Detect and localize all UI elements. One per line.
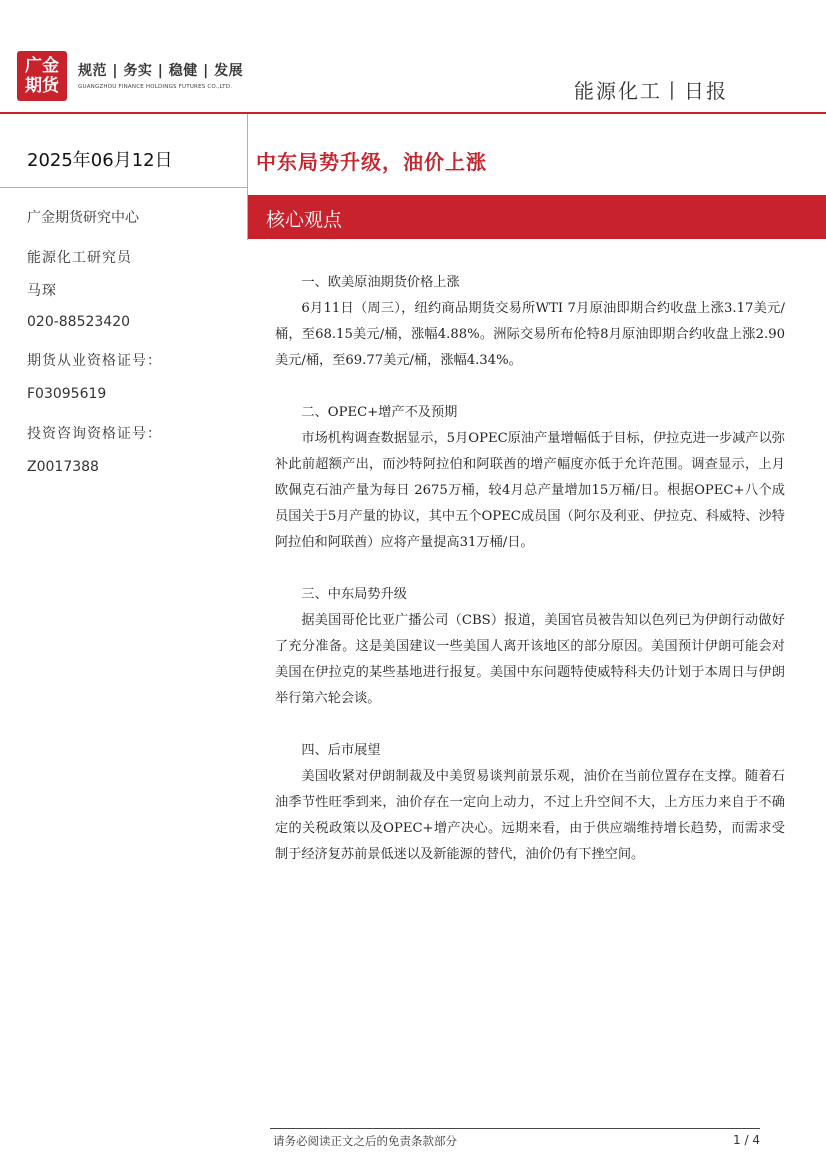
analyst-phone: 020-88523420	[27, 314, 131, 330]
section-paragraph: 6月11日（周三），纽约商品期货交易所WTI 7月原油即期合约收盘上涨3.17美元/桶，至68.15美元/桶，涨幅4.88%。洲际交易所布伦特8月原油即期合约收盘上涨2.90美元/桶，至69.77美元/桶，涨幅4.34%。	[275, 301, 785, 368]
disclaimer-note: 请务必阅读正文之后的免责条款部分	[273, 1134, 457, 1148]
company-english-name: GUANGZHOU FINANCE HOLDINGS FUTURES CO.,LTD.	[78, 84, 233, 90]
page-number: 1 / 4	[733, 1133, 760, 1147]
core-view-banner	[248, 195, 826, 239]
analyst-name: 马琛	[27, 283, 57, 299]
futures-license-number: F03095619	[27, 386, 107, 402]
report-body	[275, 270, 785, 894]
sidebar-divider	[0, 187, 247, 188]
logo-text-top: 广金	[25, 56, 59, 76]
report-headline: 中东局势升级，油价上涨	[256, 150, 487, 174]
header-divider	[0, 112, 826, 114]
consulting-license-label: 投资咨询资格证号：	[27, 426, 162, 442]
core-view-title: 核心观点	[266, 209, 343, 231]
section-paragraph: 据美国哥伦比亚广播公司（CBS）报道，美国官员被告知以色列已为伊朗行动做好了充分准备。这是美国建议一些美国人离开该地区的部分原因。美国预计伊朗可能会对美国在伊拉克的某些基地进行报复。美国中东问题特使威特科夫仍计划于本周日与伊朗举行第六轮会谈。	[275, 613, 785, 706]
report-type: 能源化工丨日报	[574, 79, 728, 103]
section-title: 四、后市展望	[301, 743, 381, 758]
logo-text-bottom: 期货	[25, 76, 59, 96]
consulting-license-number: Z0017388	[27, 459, 99, 475]
section-title: 二、OPEC+增产不及预期	[301, 405, 458, 420]
section-title: 一、欧美原油期货价格上涨	[301, 275, 460, 290]
analyst-role: 能源化工研究员	[27, 250, 132, 266]
report-date: 2025年06月12日	[27, 150, 173, 171]
company-logo	[17, 51, 67, 101]
research-center: 广金期货研究中心	[27, 210, 139, 226]
section-paragraph: 市场机构调查数据显示，5月OPEC原油产量增幅低于目标，伊拉克进一步减产以弥补此前超额产出，而沙特阿拉伯和阿联酋的增产幅度亦低于允许范围。调查显示，上月欧佩克石油产量为每日 2675万桶，较4月总产量增加15万桶/日。根据OPEC+八个成员国关于5月产量的协议，其中五个OPEC成员国（阿尔及利亚、伊拉克、科威特、沙特阿拉伯和阿联酋）应将产量提高31万桶/日。	[275, 431, 785, 550]
section-paragraph: 美国收紧对伊朗制裁及中美贸易谈判前景乐观，油价在当前位置存在支撑。随着石油季节性旺季到来，油价存在一定向上动力，不过上升空间不大，上方压力来自于不确定的关税政策以及OPEC+增产决心。远期来看，由于供应端维持增长趋势，而需求受制于经济复苏前景低迷以及新能源的替代，油价仍有下挫空间。	[275, 769, 785, 862]
company-slogan: 规范 | 务实 | 稳健 | 发展	[78, 63, 244, 79]
futures-license-label: 期货从业资格证号：	[27, 353, 162, 369]
footer-divider	[270, 1128, 760, 1129]
section-title: 三、中东局势升级	[301, 587, 407, 602]
